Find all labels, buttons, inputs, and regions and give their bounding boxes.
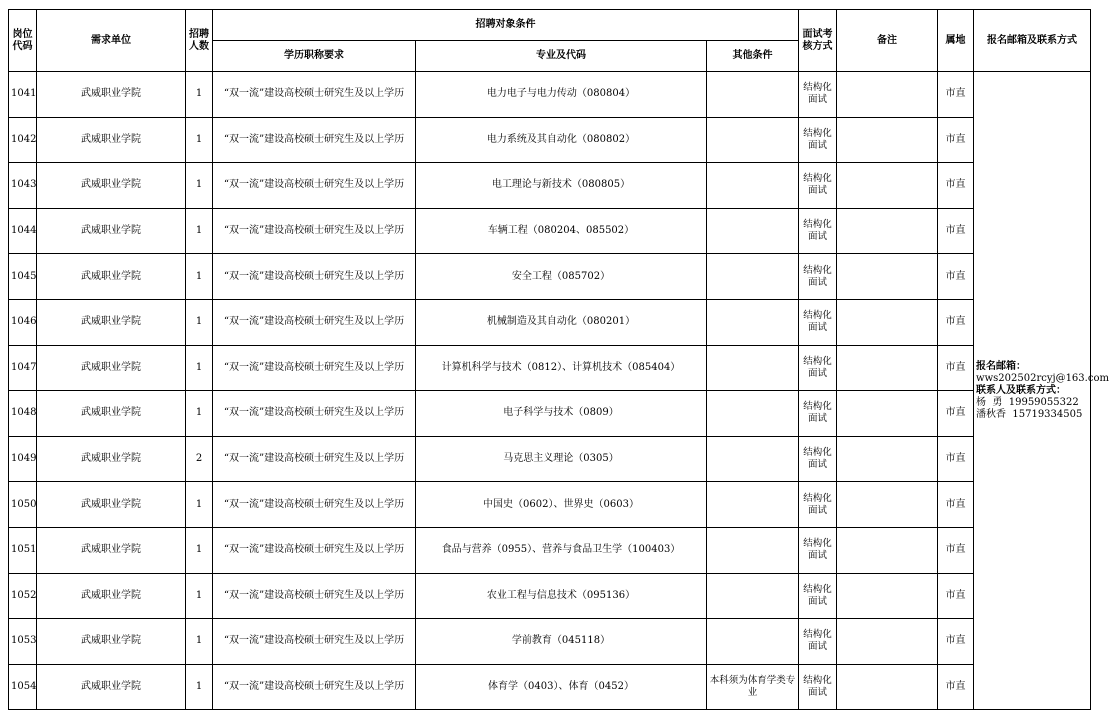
cell-education: “双一流”建设高校硕士研究生及以上学历 <box>213 345 416 391</box>
cell-location: 市直 <box>938 345 974 391</box>
cell-location: 市直 <box>938 527 974 573</box>
table-row <box>9 345 1091 391</box>
cell-location: 市直 <box>938 208 974 254</box>
cell-remark <box>837 527 938 573</box>
cell-major: 食品与营养（0955）、营养与食品卫生学（100403） <box>416 527 707 573</box>
cell-code: 1051 <box>9 527 37 573</box>
cell-major: 电力系统及其自动化（080802） <box>416 117 707 163</box>
cell-other <box>707 345 799 391</box>
cell-unit: 武威职业学院 <box>37 664 186 710</box>
email-label: 报名邮箱： <box>976 360 1027 372</box>
table-row <box>9 391 1091 437</box>
cell-education: “双一流”建设高校硕士研究生及以上学历 <box>213 299 416 345</box>
cell-count: 1 <box>186 117 213 163</box>
cell-remark <box>837 254 938 300</box>
header-contact: 报名邮箱及联系方式 <box>974 10 1091 72</box>
cell-major: 马克思主义理论（0305） <box>416 436 707 482</box>
cell-code: 1053 <box>9 619 37 665</box>
cell-interview: 结构化面试 <box>799 482 837 528</box>
cell-interview: 结构化面试 <box>799 391 837 437</box>
header-unit: 需求单位 <box>37 10 186 72</box>
cell-remark <box>837 619 938 665</box>
cell-other <box>707 299 799 345</box>
cell-education: “双一流”建设高校硕士研究生及以上学历 <box>213 72 416 118</box>
cell-count: 1 <box>186 391 213 437</box>
cell-unit: 武威职业学院 <box>37 72 186 118</box>
cell-education: “双一流”建设高校硕士研究生及以上学历 <box>213 436 416 482</box>
cell-interview: 结构化面试 <box>799 436 837 482</box>
cell-major: 机械制造及其自动化（080201） <box>416 299 707 345</box>
cell-unit: 武威职业学院 <box>37 527 186 573</box>
table-row <box>9 482 1091 528</box>
cell-count: 1 <box>186 299 213 345</box>
cell-location: 市直 <box>938 254 974 300</box>
cell-other <box>707 573 799 619</box>
header-location: 属地 <box>938 10 974 72</box>
cell-major: 电子科学与技术（0809） <box>416 391 707 437</box>
cell-remark <box>837 345 938 391</box>
cell-count: 1 <box>186 619 213 665</box>
cell-unit: 武威职业学院 <box>37 391 186 437</box>
cell-unit: 武威职业学院 <box>37 619 186 665</box>
recruitment-table <box>8 9 1109 710</box>
table-row <box>9 72 1091 118</box>
contact-person-2: 潘秋香 15719334505 <box>976 408 1083 420</box>
cell-interview: 结构化面试 <box>799 117 837 163</box>
cell-unit: 武威职业学院 <box>37 254 186 300</box>
cell-location: 市直 <box>938 299 974 345</box>
contact-person-label: 联系人及联系方式： <box>976 384 1067 396</box>
header-interview: 面试考核方式 <box>799 10 837 72</box>
cell-code: 1041 <box>9 72 37 118</box>
cell-location: 市直 <box>938 482 974 528</box>
cell-unit: 武威职业学院 <box>37 436 186 482</box>
cell-other <box>707 619 799 665</box>
cell-major: 安全工程（085702） <box>416 254 707 300</box>
table-row <box>9 527 1091 573</box>
cell-count: 1 <box>186 573 213 619</box>
cell-location: 市直 <box>938 573 974 619</box>
cell-education: “双一流”建设高校硕士研究生及以上学历 <box>213 254 416 300</box>
cell-unit: 武威职业学院 <box>37 117 186 163</box>
cell-count: 1 <box>186 482 213 528</box>
cell-major: 电工理论与新技术（080805） <box>416 163 707 209</box>
cell-remark <box>837 573 938 619</box>
cell-location: 市直 <box>938 163 974 209</box>
cell-remark <box>837 163 938 209</box>
table-row <box>9 254 1091 300</box>
cell-code: 1052 <box>9 573 37 619</box>
cell-count: 1 <box>186 345 213 391</box>
cell-education: “双一流”建设高校硕士研究生及以上学历 <box>213 482 416 528</box>
cell-code: 1047 <box>9 345 37 391</box>
cell-education: “双一流”建设高校硕士研究生及以上学历 <box>213 619 416 665</box>
cell-other <box>707 72 799 118</box>
cell-unit: 武威职业学院 <box>37 299 186 345</box>
cell-interview: 结构化面试 <box>799 208 837 254</box>
cell-major: 学前教育（045118） <box>416 619 707 665</box>
cell-unit: 武威职业学院 <box>37 208 186 254</box>
cell-count: 1 <box>186 72 213 118</box>
cell-location: 市直 <box>938 664 974 710</box>
cell-major: 农业工程与信息技术（095136） <box>416 573 707 619</box>
contact-info <box>974 72 1109 710</box>
cell-location: 市直 <box>938 619 974 665</box>
cell-location: 市直 <box>938 436 974 482</box>
cell-code: 1045 <box>9 254 37 300</box>
cell-other <box>707 163 799 209</box>
cell-education: “双一流”建设高校硕士研究生及以上学历 <box>213 163 416 209</box>
cell-major: 车辆工程（080204、085502） <box>416 208 707 254</box>
cell-remark <box>837 208 938 254</box>
cell-count: 2 <box>186 436 213 482</box>
cell-remark <box>837 664 938 710</box>
cell-unit: 武威职业学院 <box>37 345 186 391</box>
cell-education: “双一流”建设高校硕士研究生及以上学历 <box>213 664 416 710</box>
cell-other <box>707 527 799 573</box>
cell-unit: 武威职业学院 <box>37 163 186 209</box>
header-other: 其他条件 <box>707 41 799 72</box>
cell-interview: 结构化面试 <box>799 163 837 209</box>
recruitment-table-container <box>8 9 1109 710</box>
header-code: 岗位代码 <box>9 10 37 72</box>
cell-remark <box>837 117 938 163</box>
cell-unit: 武威职业学院 <box>37 482 186 528</box>
header-count: 招聘人数 <box>186 10 213 72</box>
cell-location: 市直 <box>938 72 974 118</box>
cell-interview: 结构化面试 <box>799 72 837 118</box>
cell-interview: 结构化面试 <box>799 254 837 300</box>
table-row <box>9 299 1091 345</box>
table-row <box>9 619 1091 665</box>
table-row <box>9 163 1091 209</box>
cell-major: 电力电子与电力传动（080804） <box>416 72 707 118</box>
table-row <box>9 208 1091 254</box>
cell-other <box>707 254 799 300</box>
cell-location: 市直 <box>938 391 974 437</box>
cell-count: 1 <box>186 254 213 300</box>
cell-code: 1042 <box>9 117 37 163</box>
cell-interview: 结构化面试 <box>799 619 837 665</box>
contact-person-1: 杨 勇 19959055322 <box>976 396 1079 408</box>
cell-other <box>707 117 799 163</box>
cell-interview: 结构化面试 <box>799 664 837 710</box>
cell-remark <box>837 391 938 437</box>
cell-interview: 结构化面试 <box>799 345 837 391</box>
cell-education: “双一流”建设高校硕士研究生及以上学历 <box>213 573 416 619</box>
cell-location: 市直 <box>938 117 974 163</box>
cell-interview: 结构化面试 <box>799 299 837 345</box>
cell-code: 1043 <box>9 163 37 209</box>
table-body <box>9 72 1109 710</box>
table-row <box>9 117 1091 163</box>
cell-code: 1050 <box>9 482 37 528</box>
table-row <box>9 664 1091 710</box>
cell-count: 1 <box>186 163 213 209</box>
cell-remark <box>837 436 938 482</box>
cell-education: “双一流”建设高校硕士研究生及以上学历 <box>213 527 416 573</box>
cell-major: 体育学（0403）、体育（0452） <box>416 664 707 710</box>
cell-other <box>707 482 799 528</box>
cell-other <box>707 208 799 254</box>
cell-code: 1049 <box>9 436 37 482</box>
cell-remark <box>837 299 938 345</box>
cell-count: 1 <box>186 664 213 710</box>
cell-code: 1044 <box>9 208 37 254</box>
table-row <box>9 436 1091 482</box>
cell-education: “双一流”建设高校硕士研究生及以上学历 <box>213 117 416 163</box>
cell-other: 本科须为体育学类专业 <box>707 664 799 710</box>
cell-interview: 结构化面试 <box>799 527 837 573</box>
table-row <box>9 573 1091 619</box>
cell-remark <box>837 72 938 118</box>
header-conditions: 招聘对象条件 <box>213 10 799 41</box>
cell-unit: 武威职业学院 <box>37 573 186 619</box>
cell-code: 1054 <box>9 664 37 710</box>
cell-education: “双一流”建设高校硕士研究生及以上学历 <box>213 391 416 437</box>
cell-remark <box>837 482 938 528</box>
cell-education: “双一流”建设高校硕士研究生及以上学历 <box>213 208 416 254</box>
cell-major: 计算机科学与技术（0812）、计算机技术（085404） <box>416 345 707 391</box>
email-address[interactable]: wws202502rcyj@163.com <box>976 372 1109 384</box>
cell-code: 1048 <box>9 391 37 437</box>
cell-interview: 结构化面试 <box>799 573 837 619</box>
cell-other <box>707 436 799 482</box>
cell-code: 1046 <box>9 299 37 345</box>
cell-count: 1 <box>186 527 213 573</box>
cell-other <box>707 391 799 437</box>
cell-major: 中国史（0602）、世界史（0603） <box>416 482 707 528</box>
header-major: 专业及代码 <box>416 41 707 72</box>
cell-count: 1 <box>186 208 213 254</box>
header-remark: 备注 <box>837 10 938 72</box>
header-education: 学历职称要求 <box>213 41 416 72</box>
